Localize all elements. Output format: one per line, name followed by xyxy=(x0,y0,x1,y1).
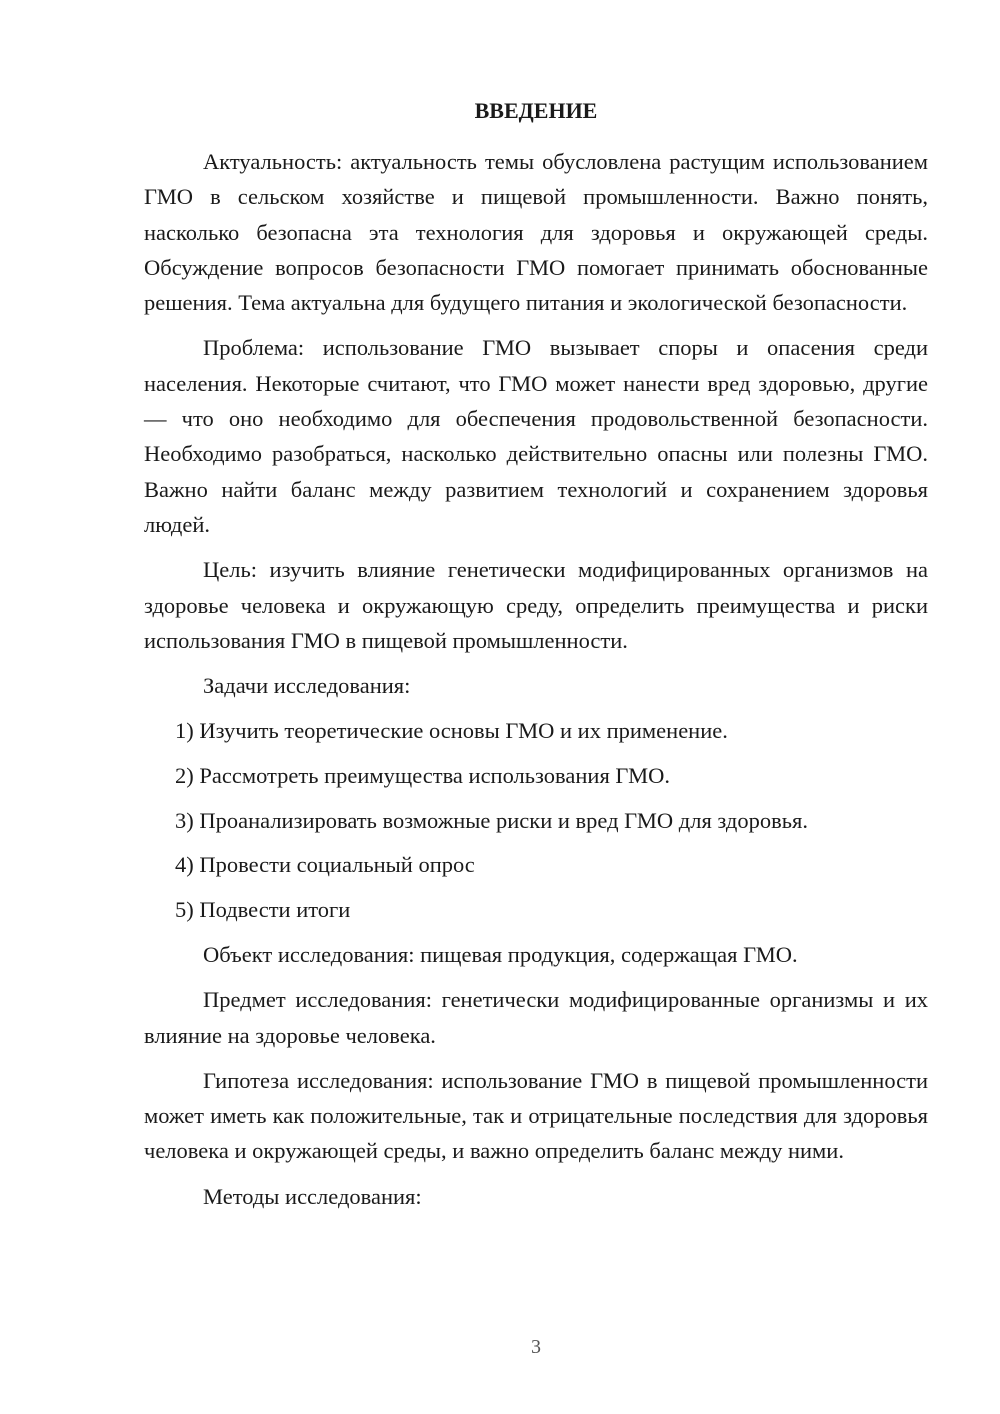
paragraph-goal: Цель: изучить влияние генетически модифицированных организмов на здоровье человека и окружающую среду, определить преимущества и риски использования ГМО в пищевой промышленности. xyxy=(144,557,928,653)
task-item-3: 3) Проанализировать возможные риски и вред ГМО для здоровья. xyxy=(175,807,808,833)
task-item-5: 5) Подвести итоги xyxy=(175,897,351,923)
paragraph-hypothesis: Гипотеза исследования: использование ГМО в пищевой промышленности может иметь как положительные, так и отрицательные последствия для здоровья человека и окружающей среды, и важно определить баланс между ними. xyxy=(144,1067,928,1164)
page-number: 3 xyxy=(531,1336,541,1358)
paragraph-object: Объект исследования: пищевая продукция, содержащая ГМО. xyxy=(203,941,798,967)
task-item-1: 1) Изучить теоретические основы ГМО и их применение. xyxy=(175,717,728,743)
section-title: ВВЕДЕНИЕ xyxy=(474,98,598,123)
paragraph-relevance: Актуальность: актуальность темы обусловлена растущим использованием ГМО в сельском хозяйстве и пищевой промышленности. Важно понять, насколько безопасна эта технология для здоровья и окружающей среды. Обсуждение вопросов безопасности ГМО помогает принимать обоснованные решения. Тема актуальна для будущего питания и экологической безопасности. xyxy=(144,149,928,316)
paragraph-methods: Методы исследования: xyxy=(203,1183,422,1209)
task-item-4: 4) Провести социальный опрос xyxy=(175,852,475,878)
paragraph-subject: Предмет исследования: генетически модифицированные организмы и их влияние на здоровье человека. xyxy=(144,987,928,1048)
task-item-2: 2) Рассмотреть преимущества использования ГМО. xyxy=(175,762,671,788)
paragraph-problem: Проблема: использование ГМО вызывает споры и опасения среди населения. Некоторые считают, что ГМО может нанести вред здоровью, другие — что оно необходимо для обеспечения продовольственной безопасности. Необходимо разобраться, насколько действительно опасны или полезны ГМО. Важно найти баланс между развитием технологий и сохранением здоровья людей. xyxy=(144,335,928,537)
document-body xyxy=(144,144,928,1214)
paragraph-tasks-heading: Задачи исследования: xyxy=(203,673,411,699)
